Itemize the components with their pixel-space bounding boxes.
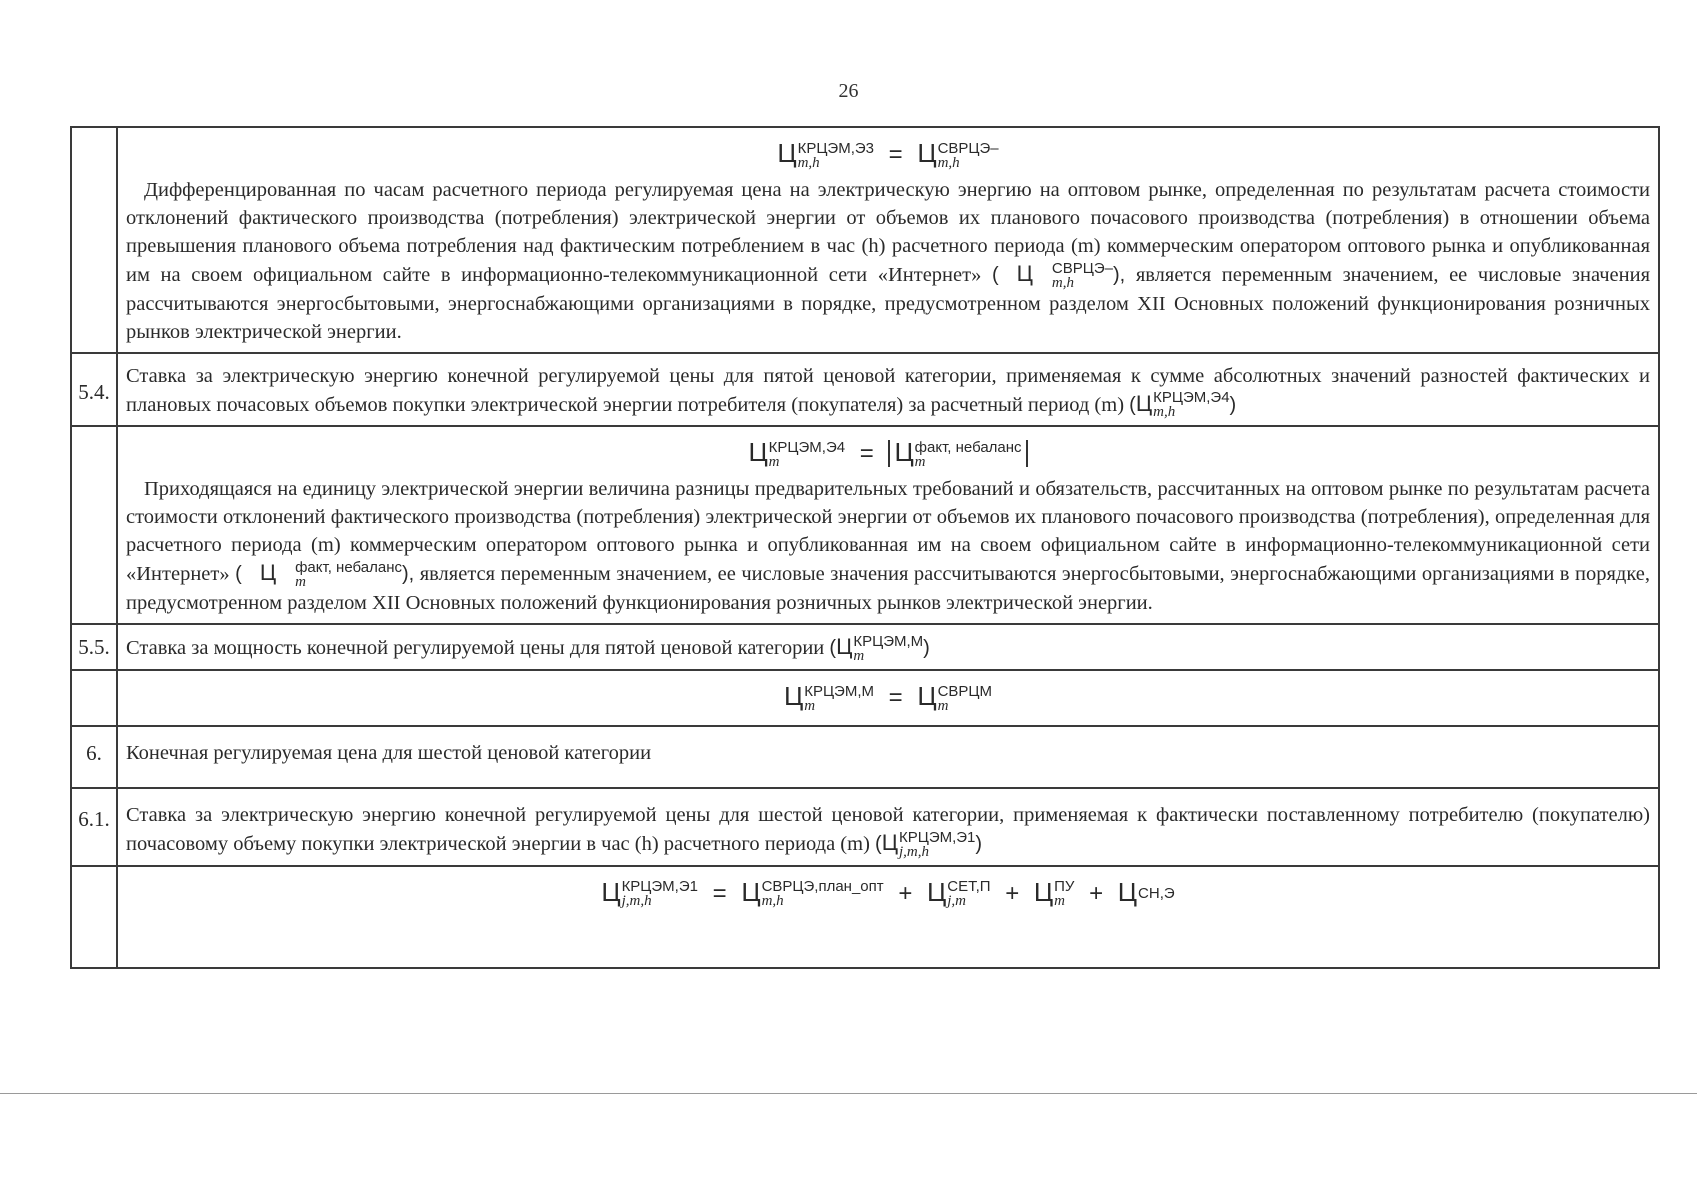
table-row-5-5-formula <box>71 670 1659 726</box>
row-content <box>117 726 1659 788</box>
formula-e3: Ц КРЦЭМ,Э3 m,h = Ц СВРЦЭ– m,h <box>777 138 999 171</box>
row-content <box>117 624 1659 670</box>
description-e4: Приходящаяся на единицу электрической энергии величина разницы предварительных требований и обязательств, рассчитанных на оптовом рынке по результатам расчета стоимости отклонений фактического производства (потребления) электрической энергии от объемов их планового почасового производства (потребления), определенная для расчетного периода (m) коммерческим оператором оптового рынка и опубликованная им на своем официальном сайте в информационно-телекоммуникационной сети «Интернет» ( Ц факт, небаланс m ), является переменным значением, ее числовые значения рассчитываются энергосбытовыми, энергоснабжающими организациями в порядке, предусмотренном разделом XII Основных положений функционирования розничных рынков электрической энергии. <box>126 478 1651 615</box>
row-content <box>117 788 1659 866</box>
row-number-empty <box>71 127 117 353</box>
tariff-table <box>70 126 1660 969</box>
row-number: 5.5. <box>71 624 117 670</box>
row-content <box>117 426 1659 624</box>
table-row-5-3-continued <box>71 127 1659 353</box>
formula-m: Ц КРЦЭМ,М m = Ц СВРЦМ m <box>783 680 993 714</box>
table-row-5-4 <box>71 353 1659 427</box>
formula-e4: Ц КРЦЭМ,Э4 m = Ц факт, небаланс m <box>126 437 1650 469</box>
row-number: 5.4. <box>71 353 117 427</box>
scan-edge-line <box>0 1093 1697 1094</box>
row-content <box>117 670 1659 726</box>
table-row-5-5 <box>71 624 1659 670</box>
table-row-5-4-formula <box>71 426 1659 624</box>
description-5-4: Ставка за электрическую энергию конечной регулируемой цены для пятой ценовой категории, применяемая к сумме абсолютных значений разностей фактических и плановых почасовых объемов покупки электрической энергии потребителя (покупателя) за расчетный период (m) (Ц КРЦЭМ,Э4 m,h ) <box>126 364 1650 421</box>
row-content <box>117 353 1659 427</box>
table-row-6-1 <box>71 788 1659 866</box>
page-number: 26 <box>838 80 859 102</box>
row-content <box>117 127 1659 353</box>
table-row-6 <box>71 726 1659 788</box>
formula-e1: Ц КРЦЭМ,Э1 j,m,h = Ц СВРЦЭ,план_опт m,h + Ц СЕТ,П j,m + Ц ПУ m + Ц СН,Э <box>601 876 1175 910</box>
row-number-empty <box>71 426 117 624</box>
description-5-5: Ставка за мощность конечной регулируемой цены для пятой ценовой категории (Ц КРЦЭМ,М m ) <box>126 632 930 664</box>
row-number-empty <box>71 670 117 726</box>
row-number-empty <box>71 866 117 968</box>
row-content <box>117 866 1659 968</box>
description-6-1: Ставка за электрическую энергию конечной регулируемой цены для шестой ценовой категории, применяемая к фактически поставленному потребителю (покупателю) почасовому объему покупки электрической энергии в час (h) расчетного периода (m) (Ц КРЦЭМ,Э1 j,m,h ) <box>126 803 1650 860</box>
description-e3: Дифференцированная по часам расчетного периода регулируемая цена на электрическую энергию на оптовом рынке, определенная по результатам расчета стоимости отклонений фактического производства (потребления) электрической энергии от объемов их планового почасового производства (потребления) в отношении объема превышения планового объема потребления над фактическим потреблением в час (h) расчетного периода (m) коммерческим оператором оптового рынка и опубликованная им на своем официальном сайте в информационно-телекоммуникационной сети «Интернет» ( Ц СВРЦЭ– m,h ), является переменным значением, ее числовые значения рассчитываются энергосбытовыми, энергоснабжающими организациями в порядке, предусмотренном разделом XII Основных положений функционирования розничных рынков электрической энергии. <box>126 179 1651 343</box>
description-6: Конечная регулируемая цена для шестой ценовой категории <box>126 741 652 764</box>
table-row-6-1-formula <box>71 866 1659 968</box>
row-number: 6.1. <box>71 788 117 866</box>
row-number: 6. <box>71 726 117 788</box>
